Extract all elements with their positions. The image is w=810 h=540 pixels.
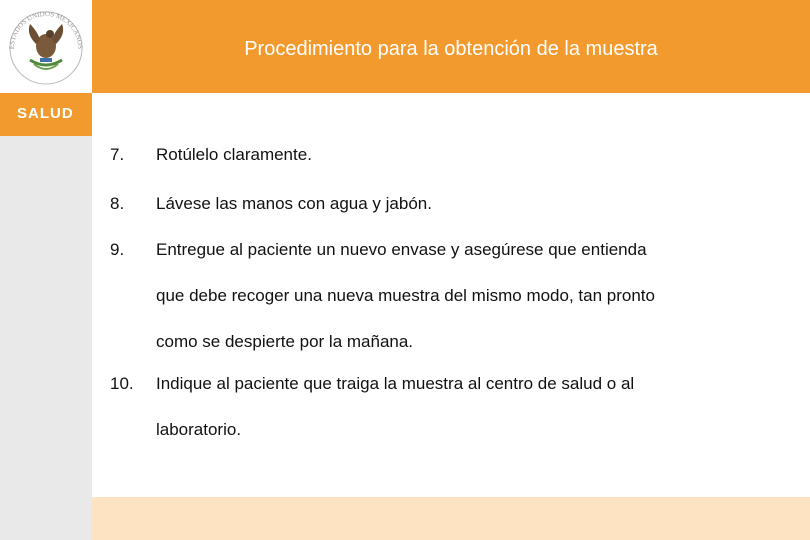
department-label: SALUD xyxy=(17,105,74,122)
list-item-text xyxy=(156,361,796,453)
list-item-line: Indique al paciente que traiga la muestra al centro de salud o al xyxy=(156,374,635,393)
list-item-number: 8. xyxy=(110,194,125,213)
list-item-number: 9. xyxy=(110,240,125,259)
list-item-line: Rotúlelo claramente. xyxy=(156,145,312,164)
list-item-line: que debe recoger una nueva muestra del mismo modo, tan pronto xyxy=(156,286,655,305)
list-item-line: como se despierte por la mañana. xyxy=(156,332,414,351)
list-item-line: Lávese las manos con agua y jabón. xyxy=(156,194,432,213)
list-item-text xyxy=(156,181,796,227)
list-item-number: 10. xyxy=(110,374,134,393)
logo-area xyxy=(0,0,92,93)
list-item-text xyxy=(156,132,796,178)
mexican-coat-of-arms-icon xyxy=(0,0,92,93)
department-bar xyxy=(0,93,92,136)
list-item-line: laboratorio. xyxy=(156,420,242,439)
slide-content xyxy=(92,93,810,497)
seal-text: ESTADOS UNIDOS MEXICANOS xyxy=(7,9,85,50)
list-item-number: 7. xyxy=(110,145,125,164)
list-item-line: Entregue al paciente un nuevo envase y asegúrese que entienda xyxy=(156,240,647,259)
slide-header xyxy=(92,0,810,93)
list-item-text xyxy=(156,227,796,365)
slide-title: Procedimiento para la obtención de la muestra xyxy=(244,38,658,60)
footer-band xyxy=(92,497,810,540)
